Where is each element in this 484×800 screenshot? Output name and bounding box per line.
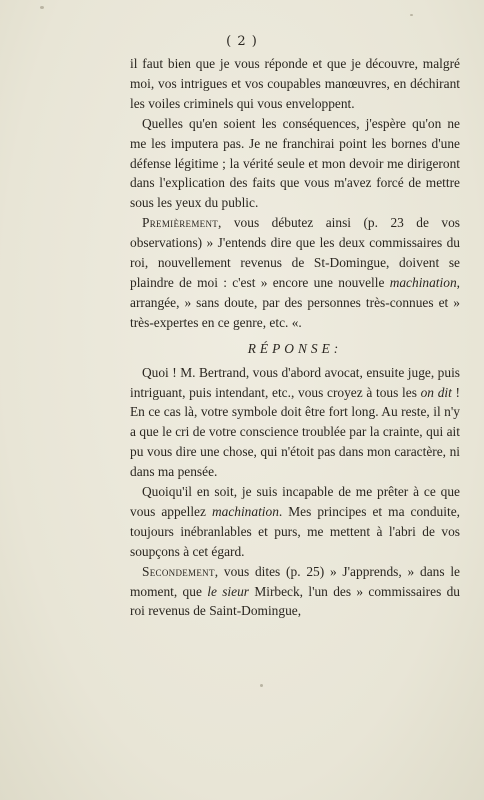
paper-speck	[40, 6, 44, 9]
page-number: ( 2 )	[226, 34, 258, 49]
text-run: , arrangée, » sans doute, par des personnes très-connues et » très-expertes en ce genre, etc. «.	[130, 274, 460, 330]
body-text	[130, 54, 460, 621]
paragraph-continuation: il faut bien que je vous réponde et que je découvre, malgré moi, vos intrigues et vos coupables manœuvres, en déchirant les voiles criminels qui vous enveloppent.	[130, 56, 460, 111]
paper-speck	[260, 684, 263, 687]
text-run: Mirbeck, l'un des » commissaires du roi revenus de Saint-Domingue,	[130, 583, 461, 619]
lead-word: Secondement	[142, 563, 215, 579]
italic-term: on dit	[420, 384, 452, 400]
text-run: Quoi ! M. Bertrand, vous d'abord avocat, ensuite juge, puis intriguant, puis intendant, etc., vous croyez à tous les	[130, 364, 460, 400]
text-run: , vous débutez ainsi (p. 23 de vos observations) » J'entends dire que les deux commissaires du roi, nouvellement revenus de St-Domingue, doivent se plaindre de moi : c'est » encore une nouvelle	[130, 215, 460, 290]
text-run: Quoiqu'il en soit, je suis incapable de me prêter à ce que vous appellez	[130, 484, 460, 519]
lead-word: Premièrement	[142, 215, 219, 231]
paragraph-consequences: Quelles qu'en soient les conséquences, j'espère qu'on ne me les imputera pas. Je ne franchirai point les bornes d'une défense légitime ; la vérité seule et mon devoir me dirigeront dans l'explication des faits que vous m'avez forcé de mettre sous les yeux du public.	[130, 115, 460, 211]
section-heading: RÉPONSE:	[247, 340, 343, 356]
italic-term: le sieur	[207, 583, 249, 599]
text-run: ! En ce cas là, votre symbole doit être fort long. Au reste, il n'y a que le cri de votre conscience troublée par la crainte, qui ait pu vous dire une chose, qui n'étoit pas dans mon caractère, ni dans ma pensée.	[130, 384, 461, 480]
italic-term: machination	[211, 503, 279, 519]
paragraph-premierement	[130, 213, 460, 332]
paragraph-quoiquil	[130, 482, 460, 562]
text-run: . Mes principes et ma conduite, toujours inébranlables et purs, me mettent à l'abri de vos soupçons à cet égard.	[130, 503, 460, 559]
paragraph-secondement	[130, 562, 460, 622]
paragraph-reponse	[130, 363, 460, 482]
text-run: , vous dites (p. 25) » J'apprends, » dans le moment, que	[130, 563, 460, 599]
italic-term: machination	[389, 274, 457, 290]
paper-speck	[410, 14, 413, 16]
